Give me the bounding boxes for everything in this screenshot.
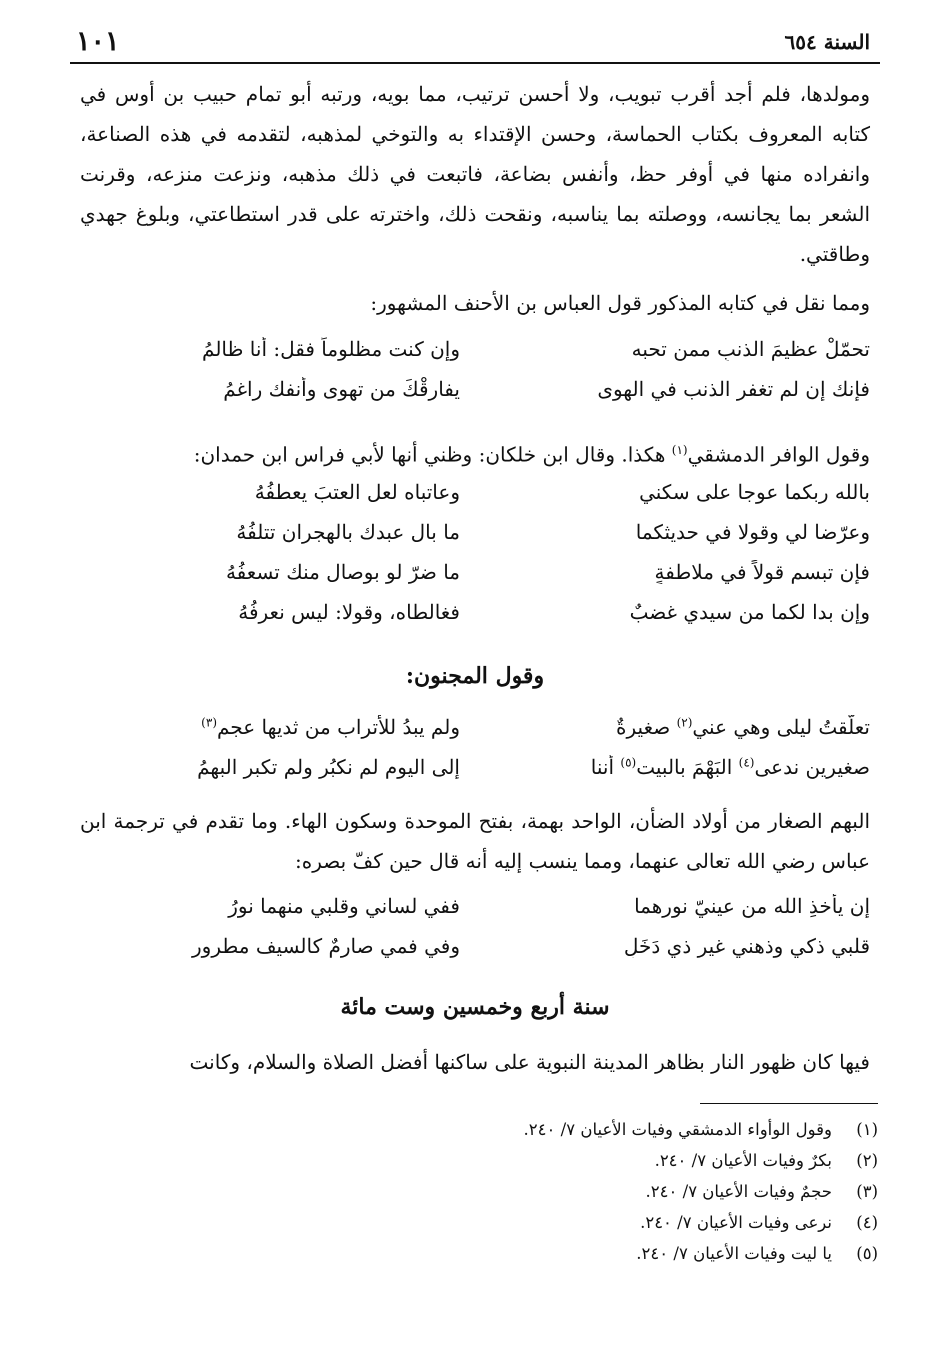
footnote-number: (٢)	[856, 1151, 878, 1170]
hemistich-text: تعلّقتُ ليلى وهي عني	[692, 715, 870, 739]
hemistich-text: صغيرةٌ	[616, 715, 677, 739]
hemistich-text: أننا	[590, 755, 621, 779]
footnote-marker: (١)	[671, 443, 688, 457]
section1-intro: ومما نقل في كتابه المذكور قول العباس بن الأحنف المشهور:	[370, 291, 870, 315]
section2-couplets	[80, 480, 870, 640]
hemistich-right: فإنك إن لم تغفر الذنب في الهوى	[597, 377, 870, 401]
running-title: السنة ٦٥٤	[784, 30, 870, 54]
footnote-number: (٥)	[856, 1244, 878, 1263]
hemistich-right	[475, 755, 870, 779]
hemistich-left: ما ضرّ لو بوصال منك تسعفُهُ	[225, 560, 460, 584]
couplet	[80, 934, 870, 974]
footnote-divider	[700, 1103, 878, 1104]
hemistich-left: وعاتباه لعل العتبَ يعطفُهُ	[254, 480, 460, 504]
couplet	[80, 337, 870, 377]
hemistich-right: بالله ربكما عوجا على سكني	[639, 480, 870, 504]
hemistich-left: وفي فمي صارمٌ كالسيف مطرور	[192, 934, 460, 958]
couplet	[80, 560, 870, 600]
couplet	[80, 600, 870, 640]
section2-intro-rest: هكذا. وقال ابن خلكان: وظني أنها لأبي فراس ابن حمدان:	[193, 442, 672, 467]
explanatory-note	[80, 801, 870, 881]
hemistich-text: البَهْمَ بالبيت	[636, 755, 739, 779]
year-paragraph	[80, 1042, 870, 1082]
section1-couplets	[80, 337, 870, 417]
intro-paragraph	[80, 74, 870, 274]
footnote-marker: (٤)	[738, 755, 755, 770]
footnote	[80, 1114, 878, 1145]
hemistich-left: وإن كنت مظلوماً فقل: أنا ظالمُ	[202, 337, 460, 361]
hemistich-left: ما بال عبدك بالهجران تتلفُهُ	[236, 520, 460, 544]
section3-couplets	[80, 715, 870, 795]
footnote-text: بكرٌ وفيات الأعيان ٧/ ٢٤٠.	[654, 1151, 832, 1170]
section2-intro	[80, 430, 870, 475]
year-paragraph-text: فيها كان ظهور النار بظاهر المدينة النبوية على ساكنها أفضل الصلاة والسلام، وكانت	[189, 1050, 870, 1074]
hemistich-left: فغالطاه، وقولا: ليس نعرفُهُ	[238, 600, 460, 624]
hemistich-right: إن يأخذِ الله من عينيّ نورهما	[634, 894, 870, 918]
hemistich-text: ولم يبدُ للأتراب من ثديها عجم	[217, 715, 460, 739]
footnotes	[80, 1114, 878, 1269]
page-number: ١٠١	[76, 26, 120, 57]
footnote-text: يا ليت وفيات الأعيان ٧/ ٢٤٠.	[636, 1244, 832, 1263]
footnote	[80, 1238, 878, 1269]
hemistich-left: يفارقْكَ من تهوى وأنفك راغمُ	[223, 377, 460, 401]
footnote-marker: (٣)	[201, 715, 217, 730]
hemistich-right: تحمّلْ عظيمَ الذنبِ ممن تحبه	[631, 337, 870, 361]
section-heading: وقول المجنون:	[405, 663, 545, 689]
footnote-marker: (٢)	[676, 715, 693, 730]
footnote-text: وقول الوأواء الدمشقي وفيات الأعيان ٧/ ٢٤٠.	[523, 1120, 832, 1139]
hemistich-right	[475, 715, 870, 739]
hemistich-left: ففي لساني وقلبي منهما نورُ	[228, 894, 460, 918]
footnote-text: حجمٌ وفيات الأعيان ٧/ ٢٤٠.	[645, 1182, 832, 1201]
couplet	[80, 480, 870, 520]
couplet	[80, 377, 870, 417]
hemistich-right: وإن بدا لكما من سيدي غضبٌ	[629, 600, 870, 624]
explanatory-note-text: البهم الصغار من أولاد الضأن، الواحد بهمة، بفتح الموحدة وسكون الهاء. وما تقدم في ترجمة ابن عباس رضي الله تعالى عنهما، ومما ينسب إليه أنه قال حين كفّ بصره:	[80, 809, 870, 873]
section2-intro-text: وقول الوافر الدمشقي	[687, 442, 870, 467]
footnote	[80, 1176, 878, 1207]
footnote-text: نرعى وفيات الأعيان ٧/ ٢٤٠.	[640, 1213, 832, 1232]
footnote-number: (٤)	[856, 1213, 878, 1232]
header-divider	[70, 62, 880, 64]
running-header	[70, 26, 880, 62]
hemistich-right: فإن تبسم قولاً في ملاطفةٍ	[654, 560, 870, 584]
hemistich-right: قلبي ذكي وذهني غير ذي دَخَلٍ	[623, 934, 870, 958]
couplet	[80, 520, 870, 560]
section3-couplets2	[80, 894, 870, 974]
footnote-marker: (٥)	[620, 755, 637, 770]
year-heading: سنة أربع وخمسين وست مائة	[340, 994, 610, 1020]
intro-paragraph-text: ومولدها، فلم أجد أقرب تبويب، ولا أحسن ترتيب، مما بويه، ورتبه أبو تمام حبيب بن أوس في كتابه المعروف بكتاب الحماسة، وحسن الإقتداء به والتوخي لمذهبه، لتقدمه في هذه الصناعة، وانفراده منها في أوفر حظ، وأنفس بضاعة، فاتبعت في ذلك مذهبه، ونزعت منزعه، وقرنت الشعر بما يجانسه، ووصلته بما يناسبه، ونقحت ذلك، واخترته على قدر استطاعتي، وبلوغ جهدي وطاقتي.	[80, 82, 870, 266]
footnote-number: (٣)	[856, 1182, 878, 1201]
footnote-number: (١)	[856, 1120, 878, 1139]
couplet	[80, 894, 870, 934]
hemistich-right: وعرّضا لي وقولا في حديثكما	[635, 520, 870, 544]
footnote	[80, 1145, 878, 1176]
couplet	[80, 755, 870, 795]
hemistich-text: صغيرين ندعى	[754, 755, 870, 779]
couplet	[80, 715, 870, 755]
footnote	[80, 1207, 878, 1238]
hemistich-left	[80, 715, 460, 739]
hemistich-left: إلى اليوم لم نكبُر ولم تكبرِ البهمُ	[197, 755, 460, 779]
